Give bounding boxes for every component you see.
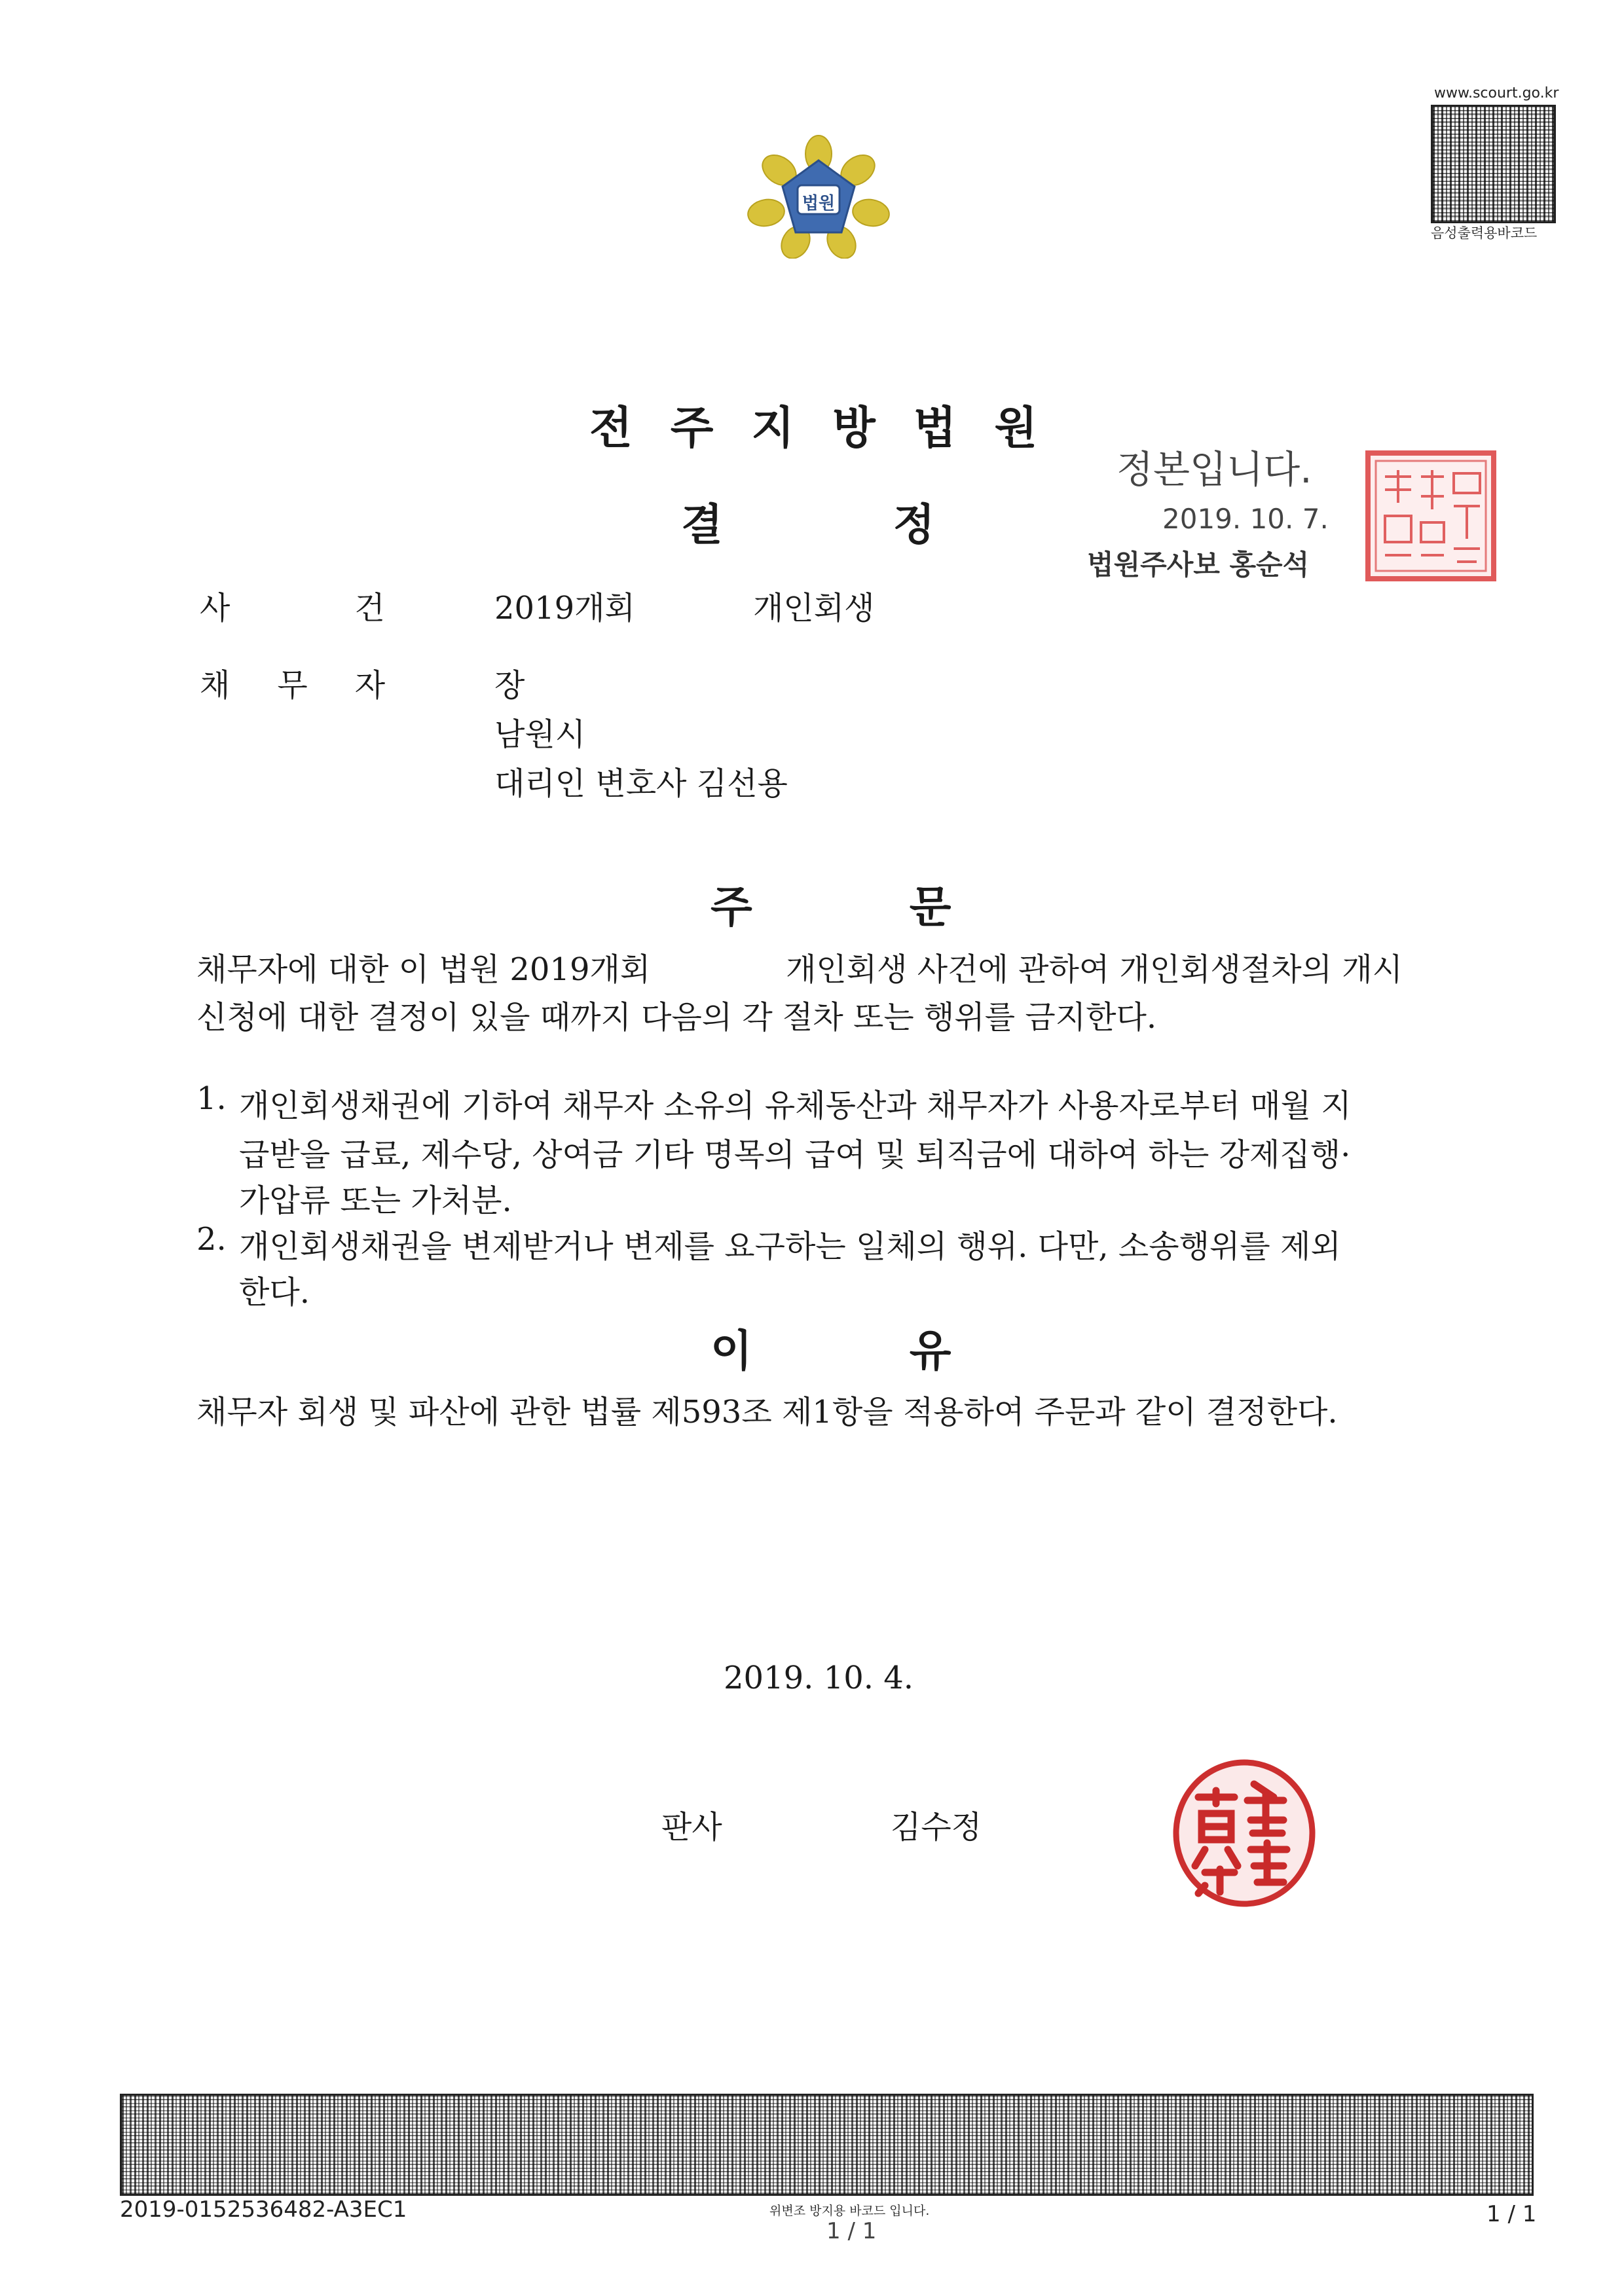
debtor-label: 채무자 — [200, 667, 433, 704]
order-item-2-line2: 한다. — [239, 1274, 310, 1311]
case-label: 사건 — [200, 590, 509, 627]
judge-seal — [1169, 1758, 1320, 1908]
page-number-center: 1 / 1 — [826, 2218, 877, 2244]
order-item-2-line1: 개인회생채권을 변제받거나 변제를 요구하는 일체의 행위. 다만, 소송행위를 제외 — [239, 1228, 1341, 1265]
case-type: 개인회생 — [753, 590, 875, 627]
order-item-1-line3: 가압류 또는 가처분. — [239, 1182, 512, 1219]
order-intro-line2: 신청에 대한 결정이 있을 때까지 다음의 각 절차 또는 행위를 금지한다. — [196, 999, 1157, 1036]
document-number: 2019-0152536482-A3EC1 — [120, 2196, 407, 2223]
page-number-right: 1 / 1 — [1486, 2201, 1537, 2227]
reason-text: 채무자 회생 및 파산에 관한 법률 제593조 제1항을 적용하여 주문과 같이 결정한다. — [196, 1394, 1338, 1430]
audio-barcode — [1431, 105, 1556, 223]
certification-clerk: 법원주사보 홍순석 — [1087, 549, 1310, 581]
debtor-attorney: 대리인 변호사 김선용 — [494, 765, 788, 802]
order-item-1-line1: 개인회생채권에 기하여 채무자 소유의 유체동산과 채무자가 사용자로부터 매월 지 — [239, 1087, 1352, 1124]
certification-text: 정본입니다. — [1116, 447, 1312, 492]
debtor-name: 장 — [494, 667, 525, 704]
case-number: 2019개회 — [494, 590, 635, 627]
decision-date: 2019. 10. 4. — [724, 1660, 914, 1696]
order-item-2-number: 2. — [196, 1221, 227, 1258]
anti-forgery-barcode — [120, 2094, 1534, 2196]
debtor-address: 남원시 — [494, 716, 586, 753]
order-heading: 주문 — [710, 882, 1109, 932]
document-type: 결정 — [681, 500, 1105, 550]
judge-name: 김수정 — [891, 1809, 982, 1846]
order-item-1-line2: 급받을 급료, 제수당, 상여금 기타 명목의 급여 및 퇴직금에 대하여 하는 강제집행· — [239, 1137, 1351, 1173]
qr-url: www.scourt.go.kr — [1434, 85, 1559, 101]
order-intro-line1-part2: 개인회생 사건에 관하여 개인회생절차의 개시 — [786, 951, 1403, 988]
emblem-text: 법원 — [802, 194, 836, 213]
court-name: 전주지방법원 — [589, 403, 1076, 454]
order-intro-line1-part1: 채무자에 대한 이 법원 2019개회 — [196, 951, 651, 988]
barcode-note: 위변조 방지용 바코드 입니다. — [769, 2204, 930, 2218]
court-seal — [1365, 450, 1496, 581]
certification-date: 2019. 10. 7. — [1162, 503, 1329, 535]
court-emblem — [740, 134, 897, 259]
qr-caption: 음성출력용바코드 — [1431, 225, 1538, 241]
reason-heading: 이유 — [710, 1326, 1109, 1376]
order-item-1-number: 1. — [196, 1080, 227, 1117]
judge-title: 판사 — [661, 1809, 722, 1846]
